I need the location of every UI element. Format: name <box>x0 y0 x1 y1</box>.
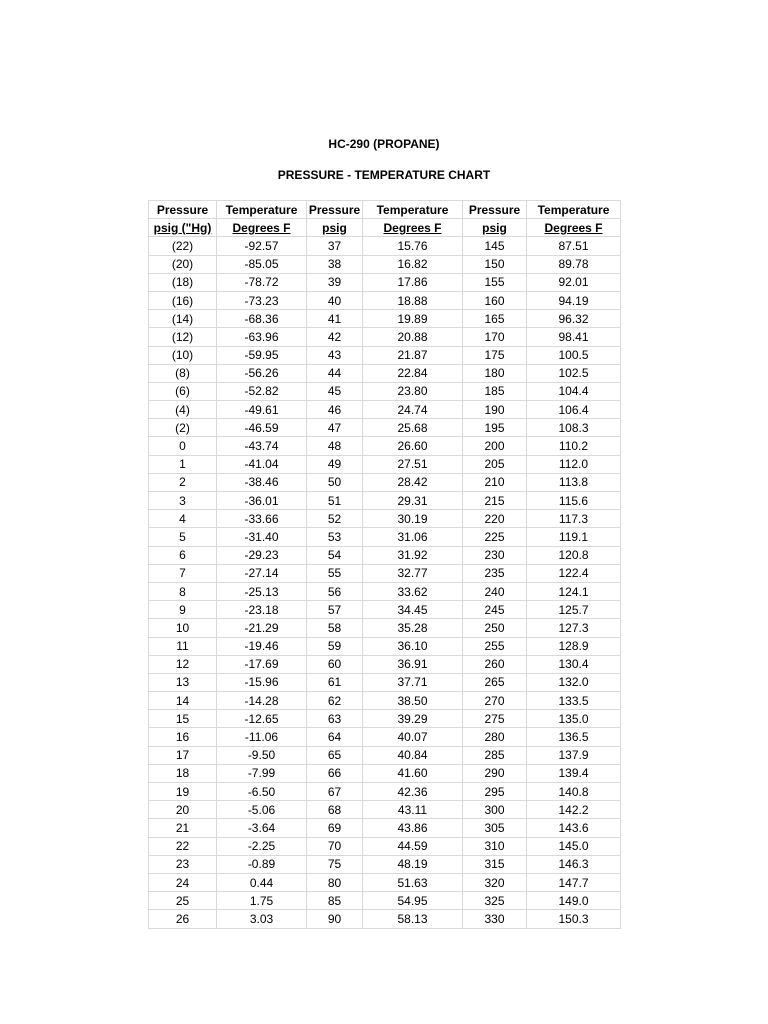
temperature-cell: 146.3 <box>527 855 621 873</box>
pressure-cell: 2 <box>149 473 217 491</box>
temperature-cell: -41.04 <box>217 455 307 473</box>
pressure-cell: 26 <box>149 910 217 928</box>
table-row <box>149 764 621 782</box>
temperature-cell: 110.2 <box>527 437 621 455</box>
table-row <box>149 473 621 491</box>
header-cell: Temperature <box>527 201 621 219</box>
unit-label: psig ("Hg) <box>153 220 212 235</box>
temperature-cell: 98.41 <box>527 328 621 346</box>
temperature-cell: 112.0 <box>527 455 621 473</box>
pressure-cell: 320 <box>463 873 527 891</box>
pressure-cell: 1 <box>149 455 217 473</box>
pressure-cell: 250 <box>463 619 527 637</box>
pressure-cell: 190 <box>463 401 527 419</box>
pressure-cell: (14) <box>149 310 217 328</box>
table-row <box>149 892 621 910</box>
pressure-cell: 165 <box>463 310 527 328</box>
pressure-cell: 245 <box>463 601 527 619</box>
temperature-cell: -56.26 <box>217 364 307 382</box>
temperature-cell: 20.88 <box>363 328 463 346</box>
temperature-cell: -92.57 <box>217 237 307 255</box>
temperature-cell: -49.61 <box>217 401 307 419</box>
temperature-cell: -19.46 <box>217 637 307 655</box>
table-row <box>149 855 621 873</box>
temperature-cell: 143.6 <box>527 819 621 837</box>
table-row <box>149 873 621 891</box>
temperature-cell: -25.13 <box>217 582 307 600</box>
pressure-cell: 43 <box>307 346 363 364</box>
pressure-cell: 60 <box>307 655 363 673</box>
table-row <box>149 619 621 637</box>
table-row <box>149 655 621 673</box>
pressure-cell: 56 <box>307 582 363 600</box>
temperature-cell: 140.8 <box>527 783 621 801</box>
pressure-cell: (2) <box>149 419 217 437</box>
temperature-cell: 113.8 <box>527 473 621 491</box>
pressure-cell: 20 <box>149 801 217 819</box>
pressure-cell: 80 <box>307 873 363 891</box>
temperature-cell: 130.4 <box>527 655 621 673</box>
pressure-cell: 55 <box>307 564 363 582</box>
pressure-cell: 68 <box>307 801 363 819</box>
pressure-cell: 50 <box>307 473 363 491</box>
temperature-cell: 58.13 <box>363 910 463 928</box>
pressure-cell: 315 <box>463 855 527 873</box>
temperature-cell: -7.99 <box>217 764 307 782</box>
table-row <box>149 801 621 819</box>
table-row <box>149 364 621 382</box>
table-row <box>149 710 621 728</box>
temperature-cell: -36.01 <box>217 492 307 510</box>
temperature-cell: 136.5 <box>527 728 621 746</box>
pressure-cell: 240 <box>463 582 527 600</box>
pressure-cell: 41 <box>307 310 363 328</box>
temperature-cell: 41.60 <box>363 764 463 782</box>
temperature-cell: 145.0 <box>527 837 621 855</box>
table-row <box>149 437 621 455</box>
temperature-cell: -46.59 <box>217 419 307 437</box>
temperature-cell: 38.50 <box>363 692 463 710</box>
unit-label: psig <box>482 220 507 235</box>
header-cell: Pressure <box>307 201 363 219</box>
temperature-cell: 36.91 <box>363 655 463 673</box>
temperature-cell: 17.86 <box>363 273 463 291</box>
temperature-cell: -3.64 <box>217 819 307 837</box>
table-row <box>149 255 621 273</box>
temperature-cell: -43.74 <box>217 437 307 455</box>
table-row <box>149 637 621 655</box>
unit-cell <box>217 219 307 237</box>
pressure-cell: 47 <box>307 419 363 437</box>
pressure-cell: 185 <box>463 382 527 400</box>
pressure-cell: 170 <box>463 328 527 346</box>
temperature-cell: 104.4 <box>527 382 621 400</box>
table-row <box>149 328 621 346</box>
table-row <box>149 673 621 691</box>
pressure-cell: 215 <box>463 492 527 510</box>
pressure-cell: 305 <box>463 819 527 837</box>
table-row <box>149 237 621 255</box>
pressure-cell: 11 <box>149 637 217 655</box>
temperature-cell: 149.0 <box>527 892 621 910</box>
temperature-cell: 102.5 <box>527 364 621 382</box>
pressure-cell: (4) <box>149 401 217 419</box>
pressure-cell: 5 <box>149 528 217 546</box>
temperature-cell: 18.88 <box>363 291 463 309</box>
pressure-cell: 37 <box>307 237 363 255</box>
temperature-cell: -52.82 <box>217 382 307 400</box>
temperature-cell: 54.95 <box>363 892 463 910</box>
pressure-cell: 66 <box>307 764 363 782</box>
pressure-cell: 290 <box>463 764 527 782</box>
pressure-cell: 59 <box>307 637 363 655</box>
temperature-cell: 51.63 <box>363 873 463 891</box>
temperature-cell: 120.8 <box>527 546 621 564</box>
pressure-cell: 85 <box>307 892 363 910</box>
pressure-cell: 235 <box>463 564 527 582</box>
pressure-cell: 8 <box>149 582 217 600</box>
temperature-cell: -63.96 <box>217 328 307 346</box>
pressure-cell: 13 <box>149 673 217 691</box>
pressure-cell: 62 <box>307 692 363 710</box>
pressure-cell: 51 <box>307 492 363 510</box>
temperature-cell: 22.84 <box>363 364 463 382</box>
pressure-cell: 42 <box>307 328 363 346</box>
unit-label: Degrees F <box>544 220 603 235</box>
header-row-labels <box>149 201 621 219</box>
pressure-cell: 260 <box>463 655 527 673</box>
table-row <box>149 492 621 510</box>
pressure-cell: 195 <box>463 419 527 437</box>
temperature-cell: 89.78 <box>527 255 621 273</box>
temperature-cell: -2.25 <box>217 837 307 855</box>
pressure-cell: 45 <box>307 382 363 400</box>
pressure-cell: 67 <box>307 783 363 801</box>
pressure-cell: 19 <box>149 783 217 801</box>
table-row <box>149 346 621 364</box>
temperature-cell: 1.75 <box>217 892 307 910</box>
table-row <box>149 910 621 928</box>
pressure-cell: 10 <box>149 619 217 637</box>
pressure-cell: 300 <box>463 801 527 819</box>
temperature-cell: 127.3 <box>527 619 621 637</box>
pressure-cell: 39 <box>307 273 363 291</box>
pressure-temperature-table <box>148 200 621 929</box>
table-row <box>149 564 621 582</box>
pressure-cell: 38 <box>307 255 363 273</box>
pressure-cell: 220 <box>463 510 527 528</box>
temperature-cell: 30.19 <box>363 510 463 528</box>
pressure-cell: 210 <box>463 473 527 491</box>
pressure-cell: (22) <box>149 237 217 255</box>
pressure-cell: 310 <box>463 837 527 855</box>
pressure-cell: 285 <box>463 746 527 764</box>
header-cell: Temperature <box>363 201 463 219</box>
temperature-cell: -59.95 <box>217 346 307 364</box>
temperature-cell: 115.6 <box>527 492 621 510</box>
temperature-cell: -29.23 <box>217 546 307 564</box>
pressure-cell: 6 <box>149 546 217 564</box>
temperature-cell: 0.44 <box>217 873 307 891</box>
temperature-cell: 29.31 <box>363 492 463 510</box>
pressure-cell: 58 <box>307 619 363 637</box>
unit-cell <box>307 219 363 237</box>
pressure-cell: (8) <box>149 364 217 382</box>
temperature-cell: 117.3 <box>527 510 621 528</box>
temperature-cell: -33.66 <box>217 510 307 528</box>
temperature-cell: 150.3 <box>527 910 621 928</box>
unit-label: psig <box>322 220 347 235</box>
temperature-cell: 132.0 <box>527 673 621 691</box>
table-row <box>149 546 621 564</box>
table-row <box>149 601 621 619</box>
temperature-cell: -11.06 <box>217 728 307 746</box>
unit-cell <box>363 219 463 237</box>
temperature-cell: 21.87 <box>363 346 463 364</box>
table-row <box>149 728 621 746</box>
pressure-cell: 280 <box>463 728 527 746</box>
pressure-cell: 175 <box>463 346 527 364</box>
temperature-cell: 87.51 <box>527 237 621 255</box>
temperature-cell: 48.19 <box>363 855 463 873</box>
pressure-cell: 160 <box>463 291 527 309</box>
pressure-cell: 9 <box>149 601 217 619</box>
pressure-cell: 57 <box>307 601 363 619</box>
pressure-cell: 25 <box>149 892 217 910</box>
pressure-cell: 205 <box>463 455 527 473</box>
pressure-cell: 18 <box>149 764 217 782</box>
temperature-cell: 37.71 <box>363 673 463 691</box>
pressure-cell: (6) <box>149 382 217 400</box>
pressure-cell: 48 <box>307 437 363 455</box>
pressure-cell: 180 <box>463 364 527 382</box>
table-row <box>149 419 621 437</box>
temperature-cell: -23.18 <box>217 601 307 619</box>
pressure-cell: 12 <box>149 655 217 673</box>
temperature-cell: -85.05 <box>217 255 307 273</box>
pressure-cell: 40 <box>307 291 363 309</box>
pressure-cell: 16 <box>149 728 217 746</box>
temperature-cell: 147.7 <box>527 873 621 891</box>
pressure-cell: 61 <box>307 673 363 691</box>
table-row <box>149 455 621 473</box>
pressure-cell: (12) <box>149 328 217 346</box>
pressure-cell: 70 <box>307 837 363 855</box>
pressure-cell: (16) <box>149 291 217 309</box>
pressure-cell: 0 <box>149 437 217 455</box>
table-row <box>149 310 621 328</box>
pressure-cell: 53 <box>307 528 363 546</box>
pressure-cell: 3 <box>149 492 217 510</box>
temperature-cell: -68.36 <box>217 310 307 328</box>
pressure-cell: 90 <box>307 910 363 928</box>
pressure-cell: 23 <box>149 855 217 873</box>
temperature-cell: 19.89 <box>363 310 463 328</box>
pressure-cell: 270 <box>463 692 527 710</box>
temperature-cell: 28.42 <box>363 473 463 491</box>
temperature-cell: 119.1 <box>527 528 621 546</box>
pressure-cell: 225 <box>463 528 527 546</box>
temperature-cell: 94.19 <box>527 291 621 309</box>
temperature-cell: -15.96 <box>217 673 307 691</box>
pressure-cell: 200 <box>463 437 527 455</box>
temperature-cell: 142.2 <box>527 801 621 819</box>
header-row-units <box>149 219 621 237</box>
pressure-cell: 15 <box>149 710 217 728</box>
temperature-cell: -12.65 <box>217 710 307 728</box>
temperature-cell: 24.74 <box>363 401 463 419</box>
pressure-cell: 330 <box>463 910 527 928</box>
chart-subtitle: PRESSURE - TEMPERATURE CHART <box>277 168 491 182</box>
pressure-cell: 22 <box>149 837 217 855</box>
temperature-cell: 15.76 <box>363 237 463 255</box>
temperature-cell: 135.0 <box>527 710 621 728</box>
temperature-cell: -14.28 <box>217 692 307 710</box>
pressure-cell: (20) <box>149 255 217 273</box>
temperature-cell: -17.69 <box>217 655 307 673</box>
unit-label: Degrees F <box>383 220 442 235</box>
unit-label: Degrees F <box>232 220 291 235</box>
temperature-cell: 122.4 <box>527 564 621 582</box>
header-cell: Pressure <box>463 201 527 219</box>
pressure-cell: 44 <box>307 364 363 382</box>
table-row <box>149 819 621 837</box>
pressure-cell: 52 <box>307 510 363 528</box>
temperature-cell: 40.84 <box>363 746 463 764</box>
temperature-cell: 35.28 <box>363 619 463 637</box>
table-row <box>149 273 621 291</box>
temperature-cell: 139.4 <box>527 764 621 782</box>
pressure-cell: 295 <box>463 783 527 801</box>
table-row <box>149 401 621 419</box>
pressure-cell: 69 <box>307 819 363 837</box>
pressure-cell: 255 <box>463 637 527 655</box>
pressure-cell: (10) <box>149 346 217 364</box>
pressure-cell: 145 <box>463 237 527 255</box>
temperature-cell: 32.77 <box>363 564 463 582</box>
temperature-cell: 23.80 <box>363 382 463 400</box>
temperature-cell: -27.14 <box>217 564 307 582</box>
temperature-cell: -5.06 <box>217 801 307 819</box>
unit-cell <box>149 219 217 237</box>
temperature-cell: -6.50 <box>217 783 307 801</box>
temperature-cell: 31.92 <box>363 546 463 564</box>
pressure-cell: 155 <box>463 273 527 291</box>
document-title: HC-290 (PROPANE) <box>328 137 440 151</box>
temperature-cell: 108.3 <box>527 419 621 437</box>
table-row <box>149 510 621 528</box>
temperature-cell: 92.01 <box>527 273 621 291</box>
table-row <box>149 528 621 546</box>
temperature-cell: 25.68 <box>363 419 463 437</box>
pressure-cell: 64 <box>307 728 363 746</box>
header-cell: Temperature <box>217 201 307 219</box>
temperature-cell: 36.10 <box>363 637 463 655</box>
temperature-cell: 31.06 <box>363 528 463 546</box>
temperature-cell: 34.45 <box>363 601 463 619</box>
temperature-cell: 137.9 <box>527 746 621 764</box>
header-cell: Pressure <box>149 201 217 219</box>
temperature-cell: 96.32 <box>527 310 621 328</box>
temperature-cell: 43.86 <box>363 819 463 837</box>
temperature-cell: 27.51 <box>363 455 463 473</box>
temperature-cell: -78.72 <box>217 273 307 291</box>
temperature-cell: 43.11 <box>363 801 463 819</box>
pressure-cell: 275 <box>463 710 527 728</box>
pressure-cell: 65 <box>307 746 363 764</box>
temperature-cell: 42.36 <box>363 783 463 801</box>
unit-cell <box>527 219 621 237</box>
pressure-cell: 325 <box>463 892 527 910</box>
temperature-cell: -73.23 <box>217 291 307 309</box>
temperature-cell: -0.89 <box>217 855 307 873</box>
pressure-cell: 24 <box>149 873 217 891</box>
temperature-cell: 16.82 <box>363 255 463 273</box>
temperature-cell: 124.1 <box>527 582 621 600</box>
pressure-cell: 17 <box>149 746 217 764</box>
pressure-cell: 14 <box>149 692 217 710</box>
unit-cell <box>463 219 527 237</box>
temperature-cell: 128.9 <box>527 637 621 655</box>
table-row <box>149 582 621 600</box>
temperature-cell: 125.7 <box>527 601 621 619</box>
pressure-cell: 49 <box>307 455 363 473</box>
temperature-cell: 39.29 <box>363 710 463 728</box>
pressure-cell: 230 <box>463 546 527 564</box>
pressure-cell: 75 <box>307 855 363 873</box>
pressure-cell: 265 <box>463 673 527 691</box>
pressure-cell: 150 <box>463 255 527 273</box>
temperature-cell: 133.5 <box>527 692 621 710</box>
pressure-cell: 7 <box>149 564 217 582</box>
pressure-cell: 21 <box>149 819 217 837</box>
temperature-cell: 33.62 <box>363 582 463 600</box>
temperature-cell: -38.46 <box>217 473 307 491</box>
table-row <box>149 837 621 855</box>
temperature-cell: -21.29 <box>217 619 307 637</box>
temperature-cell: 106.4 <box>527 401 621 419</box>
temperature-cell: -9.50 <box>217 746 307 764</box>
table-body <box>149 201 621 929</box>
pressure-cell: 63 <box>307 710 363 728</box>
table-row <box>149 291 621 309</box>
table-row <box>149 382 621 400</box>
temperature-cell: 3.03 <box>217 910 307 928</box>
temperature-cell: 40.07 <box>363 728 463 746</box>
table-row <box>149 783 621 801</box>
pressure-cell: 46 <box>307 401 363 419</box>
pressure-cell: 54 <box>307 546 363 564</box>
pressure-cell: (18) <box>149 273 217 291</box>
temperature-cell: 100.5 <box>527 346 621 364</box>
pressure-cell: 4 <box>149 510 217 528</box>
table-row <box>149 746 621 764</box>
temperature-cell: 44.59 <box>363 837 463 855</box>
temperature-cell: -31.40 <box>217 528 307 546</box>
temperature-cell: 26.60 <box>363 437 463 455</box>
table-row <box>149 692 621 710</box>
